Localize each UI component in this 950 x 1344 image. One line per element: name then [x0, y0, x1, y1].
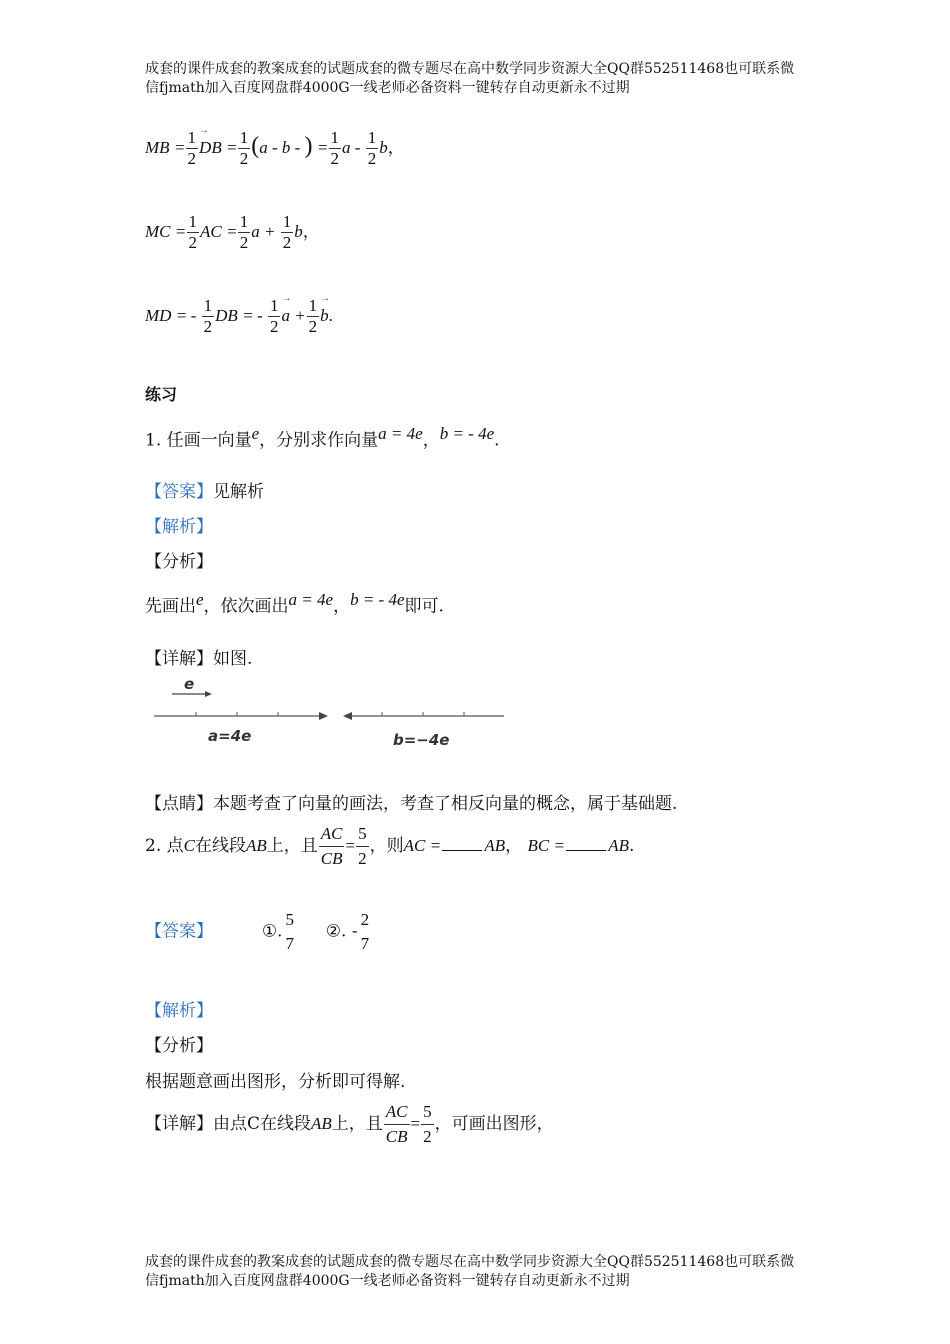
expr-b: b = - 4e [439, 424, 495, 443]
text: 2. 点 [145, 836, 184, 856]
detail-2 [145, 1100, 554, 1149]
punct: . [328, 306, 333, 325]
mb-lhs: MB [145, 138, 170, 157]
answer-fraction-1: 5 7 [285, 910, 294, 953]
blank-2[interactable] [566, 836, 606, 851]
fraction: $\frac{1}{2}$ [282, 212, 292, 252]
eq-sign: = - [176, 306, 201, 325]
jiexi-tag: 【解析】 [145, 517, 213, 537]
eq-sign: = [410, 1114, 421, 1133]
term-b: → b [320, 306, 329, 326]
vector-ac: AC [403, 836, 426, 855]
answer-mark-2: ②. [325, 921, 347, 942]
text: ，依次画出 [203, 596, 289, 617]
ratio-fraction: $\frac{AC}{CB}$ [385, 1102, 408, 1146]
text: 上，且 [266, 836, 318, 856]
vector-e: e [251, 424, 260, 443]
punct: . [494, 430, 500, 451]
ratio-fraction: $\frac{AC}{CB}$ [320, 824, 343, 868]
fraction: $\frac{1}{2}$ [367, 128, 377, 168]
vector-figure [150, 672, 510, 752]
term-a: → a + [281, 306, 305, 326]
term-a: a - [342, 138, 365, 157]
punct: ， [302, 222, 320, 241]
eq-sign: = [317, 138, 328, 157]
text: ，则 [369, 836, 404, 856]
text: 即可. [404, 596, 444, 617]
mc-lhs: MC [145, 222, 171, 241]
vector-ab: AB [484, 836, 506, 855]
page-footer [145, 1253, 810, 1291]
punct: . [629, 836, 635, 856]
md-lhs: MD [145, 306, 172, 325]
open-paren: ( [251, 133, 260, 159]
punct: ， [333, 596, 351, 617]
segment-ab: AB [245, 836, 267, 855]
fraction: $\frac{1}{2}$ [239, 212, 249, 252]
eq-sign: = - [243, 306, 267, 325]
eq-sign: = [345, 836, 356, 855]
punct: ， [505, 836, 523, 856]
expr-a: a = 4e [288, 590, 334, 609]
eq-sign: = [174, 138, 185, 157]
detail-1 [145, 644, 252, 669]
formula-md [145, 296, 333, 337]
fraction: $\frac{1}{2}$ [269, 296, 279, 336]
text: 在线段 [194, 836, 246, 856]
q1-text: 1. 任画一向量 [145, 430, 252, 451]
header-line-1: 成套的课件成套的教案成套的试题成套的微专题尽在高中数学同步资源大全QQ群552511468也可联系微 [145, 61, 795, 77]
page-header [145, 60, 810, 98]
answer-mark-1: ①. [261, 921, 283, 942]
axis-b-arrowhead [343, 712, 352, 720]
figure-e-label: e [184, 675, 195, 693]
inner-expr: a - b - [259, 138, 305, 157]
fenxi-tag-2: 【分析】 [145, 1036, 213, 1056]
fraction: $\frac{1}{2}$ [330, 128, 340, 168]
punct: ， [422, 430, 440, 451]
answer-fraction-2: 2 7 [360, 910, 370, 953]
eq-sign: = [554, 836, 565, 855]
term-b: b [379, 138, 388, 157]
figure-b-label: b=−4e [393, 731, 450, 749]
dianjing-tag: 【点睛】 [145, 794, 213, 814]
expr-a: a = 4e [378, 424, 423, 443]
detail-tag: 【详解】 [145, 1114, 213, 1134]
answer-2 [145, 908, 372, 956]
section-title: 练习 [145, 385, 178, 404]
expr-b: b = - 4e [350, 590, 405, 609]
vector-db: → DB [199, 138, 222, 158]
axis-a-arrowhead [319, 712, 328, 720]
question-2 [145, 822, 634, 871]
detail-tag: 【详解】 [145, 649, 213, 669]
fraction: $\frac{1}{2}$ [188, 212, 197, 252]
eq-sign: = [227, 222, 237, 241]
segment-ab: AB [311, 1114, 332, 1133]
term-b: b [294, 222, 303, 241]
vector-bc: BC [527, 836, 550, 855]
header-line-2: 信fjmath加入百度网盘群4000G一线老师必备资料一键转存自动更新永不过期 [145, 80, 630, 96]
e-arrowhead [205, 691, 212, 697]
footer-line-1: 成套的课件成套的教案成套的试题成套的微专题尽在高中数学同步资源大全QQ群552511468也可联系微 [145, 1254, 795, 1270]
vector-e: e [196, 590, 204, 609]
punct: ， [387, 138, 405, 157]
close-paren: ) [304, 133, 313, 159]
question-1 [145, 424, 500, 451]
eq-sign: = [227, 138, 237, 157]
footer-line-2: 信fjmath加入百度网盘群4000G一线老师必备资料一键转存自动更新永不过期 [145, 1273, 630, 1289]
text: 上，且 [331, 1114, 383, 1134]
answer-tag: 【答案】 [145, 482, 213, 502]
text: 由点C在线段 [213, 1114, 312, 1134]
fenxi-tag: 【分析】 [145, 552, 213, 572]
fraction: $\frac{1}{2}$ [187, 128, 197, 168]
fraction: $\frac{1}{2}$ [308, 296, 318, 336]
figure-a-label: a=4e [208, 727, 252, 745]
text: 先画出 [145, 596, 196, 617]
ratio-value: $\frac{5}{2}$ [358, 824, 367, 868]
ratio-value: $\frac{5}{2}$ [423, 1102, 432, 1146]
blank-1[interactable] [442, 836, 482, 851]
vector-ab: AB [608, 836, 630, 855]
point-c: C [183, 836, 195, 855]
dianjing-1 [145, 789, 677, 814]
eq-sign: = [175, 222, 186, 241]
fenxi-1-text [145, 590, 444, 617]
answer-tag: 【答案】 [145, 921, 213, 942]
fenxi-2-text: 根据题意画出图形，分析即可得解. [145, 1072, 406, 1092]
q1-text: ，分别求作向量 [259, 430, 379, 451]
eq-sign: = [430, 836, 441, 855]
fraction: $\frac{1}{2}$ [203, 296, 213, 336]
formula-mc [145, 212, 320, 253]
vector-ac: AC [200, 222, 222, 241]
text: ，可画出图形， [434, 1114, 554, 1134]
fraction: $\frac{1}{2}$ [239, 128, 249, 168]
vector-db: DB [215, 306, 238, 325]
detail-text: 如图. [213, 649, 253, 669]
answer-1 [145, 477, 264, 502]
formula-mb [145, 128, 405, 169]
dianjing-text: 本题考查了向量的画法，考查了相反向量的概念，属于基础题. [213, 794, 678, 814]
answer-value: 见解析 [213, 482, 264, 502]
negative-sign: - [351, 921, 358, 942]
jiexi-tag-2: 【解析】 [145, 1001, 213, 1021]
term-a: a + [251, 222, 280, 241]
